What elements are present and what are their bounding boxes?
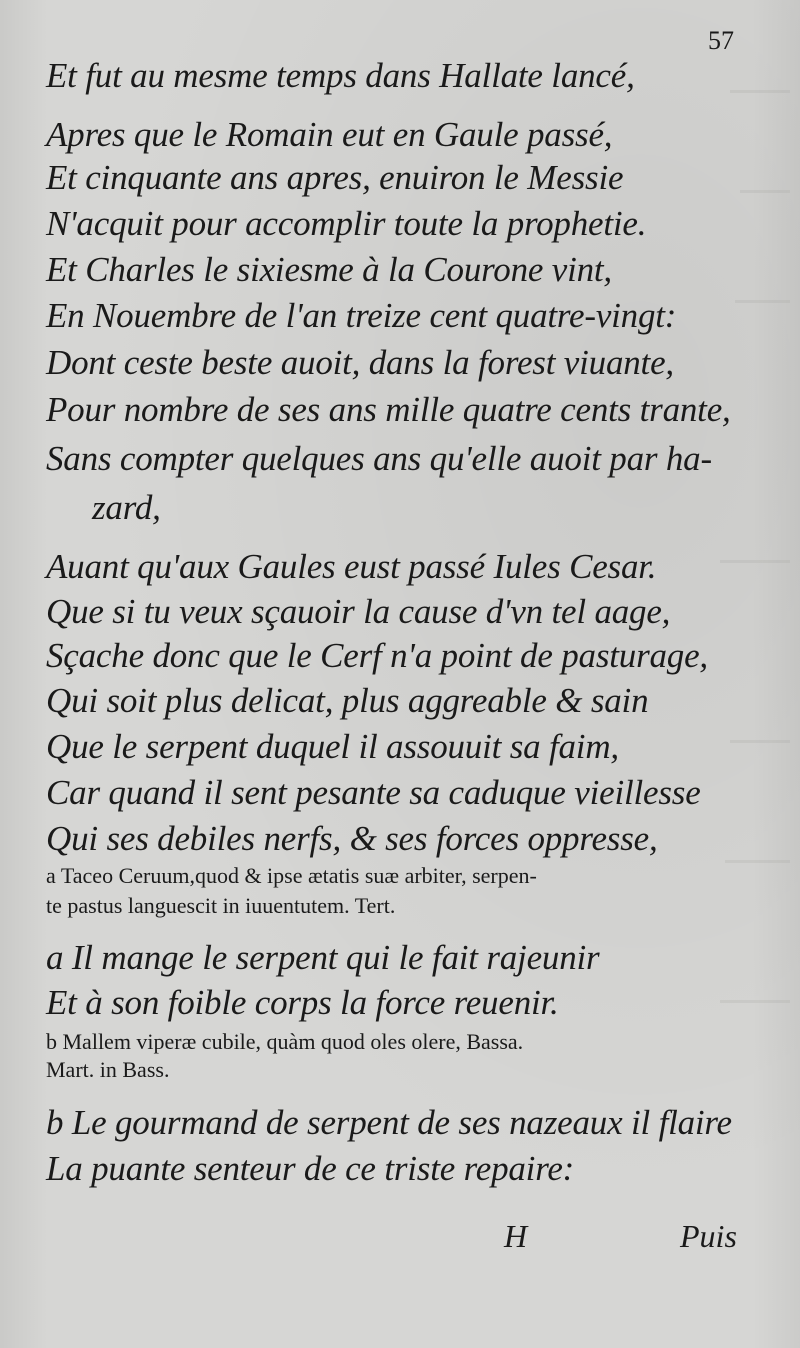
verse-line: a Il mange le serpent qui le fait rajeunir (46, 938, 600, 977)
verse-line: zard, (92, 488, 161, 527)
verse-line: Pour nombre de ses ans mille quatre cents trante, (46, 390, 731, 429)
verse-line: La puante senteur de ce triste repaire: (46, 1149, 575, 1188)
verse-line: Qui soit plus delicat, plus aggreable & sain (46, 681, 649, 720)
verse-line: Et fut au mesme temps dans Hallate lancé, (46, 56, 635, 95)
verse-line: Car quand il sent pesante sa caduque vieillesse (46, 773, 701, 812)
verse-line: b Le gourmand de serpent de ses nazeaux il flaire (46, 1103, 732, 1142)
verse-line: Auant qu'aux Gaules eust passé Iules Cesar. (46, 547, 657, 586)
note-line: te pastus languescit in iuuentutem. Tert. (46, 893, 396, 918)
verse-line: Que le serpent duquel il assouuit sa faim, (46, 727, 619, 766)
verse-line: Sans compter quelques ans qu'elle auoit par ha- (46, 439, 712, 478)
note-line: a Taceo Ceruum,quod & ipse ætatis suæ arbiter, serpen- (46, 863, 537, 888)
verse-line: Et Charles le sixiesme à la Courone vint, (46, 250, 612, 289)
verse-line: Dont ceste beste auoit, dans la forest viuante, (46, 343, 674, 382)
catchword: Puis (680, 1218, 737, 1254)
page-number: 57 (708, 26, 734, 55)
verse-line: Qui ses debiles nerfs, & ses forces oppresse, (46, 819, 658, 858)
note-line: Mart. in Bass. (46, 1057, 170, 1082)
verse-line: Et cinquante ans apres, enuiron le Messie (46, 158, 624, 197)
verse-line: Et à son foible corps la force reuenir. (46, 983, 559, 1022)
verse-line: N'acquit pour accomplir toute la prophetie. (46, 204, 647, 243)
verse-line: Que si tu veux sçauoir la cause d'vn tel aage, (46, 592, 671, 631)
verse-line: Apres que le Romain eut en Gaule passé, (46, 115, 613, 154)
verse-line: Sçache donc que le Cerf n'a point de pasturage, (46, 636, 708, 675)
note-line: b Mallem viperæ cubile, quàm quod oles olere, Bassa. (46, 1029, 524, 1054)
signature-mark: H (504, 1218, 528, 1254)
verse-line: En Nouembre de l'an treize cent quatre-vingt: (46, 296, 677, 335)
